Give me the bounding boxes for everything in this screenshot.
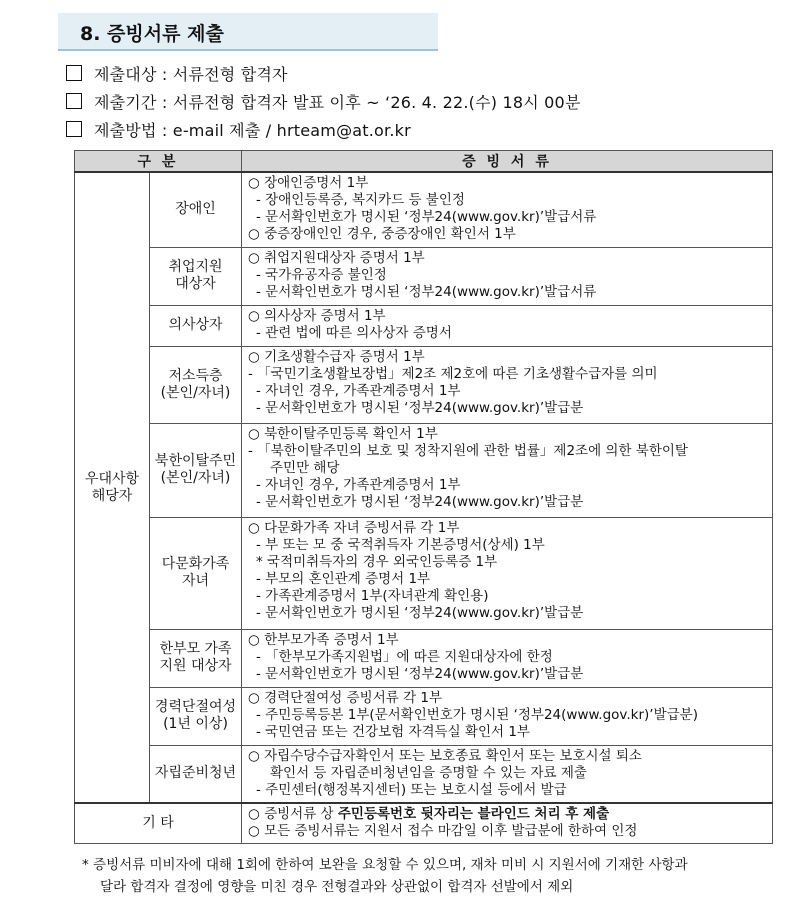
category-cell: 다문화가족 자녀 xyxy=(150,517,242,629)
table-row xyxy=(75,517,773,629)
table-row-other xyxy=(75,803,773,843)
info-method xyxy=(66,118,411,141)
documents-cell: ○ 자립수당수급자확인서 또는 보호종료 확인서 또는 보호시설 퇴소 확인서 등 자립준비청년임을 증명할 수 있는 자료 제출 - 주민센터(행정복지센터) 또는 보호시설 등에서 발급 xyxy=(242,745,773,803)
category-other: 기 타 xyxy=(75,803,242,843)
category-cell: 장애인 xyxy=(150,172,242,247)
documents-cell: ○ 장애인증명서 1부 - 장애인등록증, 복지카드 등 불인정 - 문서확인번호가 명시된 ‘정부24(www.gov.kr)’발급서류 ○ 중증장애인인 경우, 중증장애인 확인서 1부 xyxy=(242,172,773,247)
group-preference: 우대사항 해당자 xyxy=(75,172,150,803)
header-category: 구 분 xyxy=(75,151,242,173)
footnote: * 증빙서류 미비자에 대해 1회에 한하여 보완을 요청할 수 있으며, 재차 미비 시 지원서에 기재한 사항과 달라 합격자 결정에 영향을 미친 경우 전형결과와 상관없이 합격자 선발에서 제외 xyxy=(82,857,688,895)
category-cell: 저소득층 (본인/자녀) xyxy=(150,346,242,423)
checkbox-square-icon xyxy=(66,65,82,81)
documents-cell: ○ 다문화가족 자녀 증빙서류 각 1부 - 부 또는 모 중 국적취득자 기본증명서(상세) 1부 * 국적미취득자의 경우 외국인등록증 1부 - 부모의 혼인관계 증명서 1부 - 가족관계증명서 1부(자녀관계 확인용) - 문서확인번호가 명시된 ‘정부24(www.gov.kr)’발급분 xyxy=(242,517,773,629)
info-target xyxy=(66,62,288,85)
documents-table xyxy=(74,150,773,844)
category-cell: 북한이탈주민 (본인/자녀) xyxy=(150,423,242,517)
documents-cell: ○ 의사상자 증명서 1부 - 관련 법에 따른 의사상자 증명서 xyxy=(242,305,773,346)
section-title: 8. 증빙서류 제출 xyxy=(80,23,224,45)
documents-cell: ○ 경력단절여성 증빙서류 각 1부 - 주민등록등본 1부(문서확인번호가 명시된 ‘정부24(www.gov.kr)’발급분) - 국민연금 또는 건강보험 자격득실 확인서 1부 xyxy=(242,687,773,745)
section-header xyxy=(58,13,438,51)
table-row xyxy=(75,687,773,745)
other-line-1: ○ 증빙서류 상 주민등록번호 뒷자리는 블라인드 처리 후 제출 xyxy=(248,806,610,822)
category-cell: 자립준비청년 xyxy=(150,745,242,803)
documents-cell: ○ 한부모가족 증명서 1부 - 「한부모가족지원법」에 따른 지원대상자에 한정 - 문서확인번호가 명시된 ‘정부24(www.gov.kr)’발급분 xyxy=(242,629,773,687)
info-method-text: 제출방법 : e-mail 제출 / hrteam@at.or.kr xyxy=(94,121,411,140)
documents-cell xyxy=(242,803,773,843)
category-cell: 경력단절여성 (1년 이상) xyxy=(150,687,242,745)
category-cell: 한부모 가족 지원 대상자 xyxy=(150,629,242,687)
table-row xyxy=(75,423,773,517)
checkbox-square-icon xyxy=(66,121,82,137)
table-row xyxy=(75,247,773,305)
category-cell: 의사상자 xyxy=(150,305,242,346)
table-row xyxy=(75,346,773,423)
table-row xyxy=(75,745,773,803)
header-documents: 증 빙 서 류 xyxy=(242,151,773,173)
table-row xyxy=(75,629,773,687)
table-header-row xyxy=(75,151,773,173)
checkbox-square-icon xyxy=(66,93,82,109)
other-line-2: ○ 모든 증빙서류는 지원서 접수 마감일 이후 발급분에 한하여 인정 xyxy=(248,823,638,839)
documents-cell: ○ 기초생활수급자 증명서 1부 - 「국민기초생활보장법」제2조 제2호에 따른 기초생활수급자를 의미 - 자녀인 경우, 가족관계증명서 1부 - 문서확인번호가 명시된 ‘정부24(www.gov.kr)’발급분 xyxy=(242,346,773,423)
documents-cell: ○ 북한이탈주민등록 확인서 1부 - 「북한이탈주민의 보호 및 정착지원에 관한 법률」제2조에 의한 북한이탈 주민만 해당 - 자녀인 경우, 가족관계증명서 1부 - 문서확인번호가 명시된 ‘정부24(www.gov.kr)’발급분 xyxy=(242,423,773,517)
info-target-text: 제출대상 : 서류전형 합격자 xyxy=(94,65,288,84)
info-period-text: 제출기간 : 서류전형 합격자 발표 이후 ~ ‘26. 4. 22.(수) 18시 00분 xyxy=(94,93,581,112)
table-row xyxy=(75,172,773,247)
category-cell: 취업지원 대상자 xyxy=(150,247,242,305)
table-row xyxy=(75,305,773,346)
documents-cell: ○ 취업지원대상자 증명서 1부 - 국가유공자증 불인정 - 문서확인번호가 명시된 ‘정부24(www.gov.kr)’발급서류 xyxy=(242,247,773,305)
info-period xyxy=(66,90,581,113)
